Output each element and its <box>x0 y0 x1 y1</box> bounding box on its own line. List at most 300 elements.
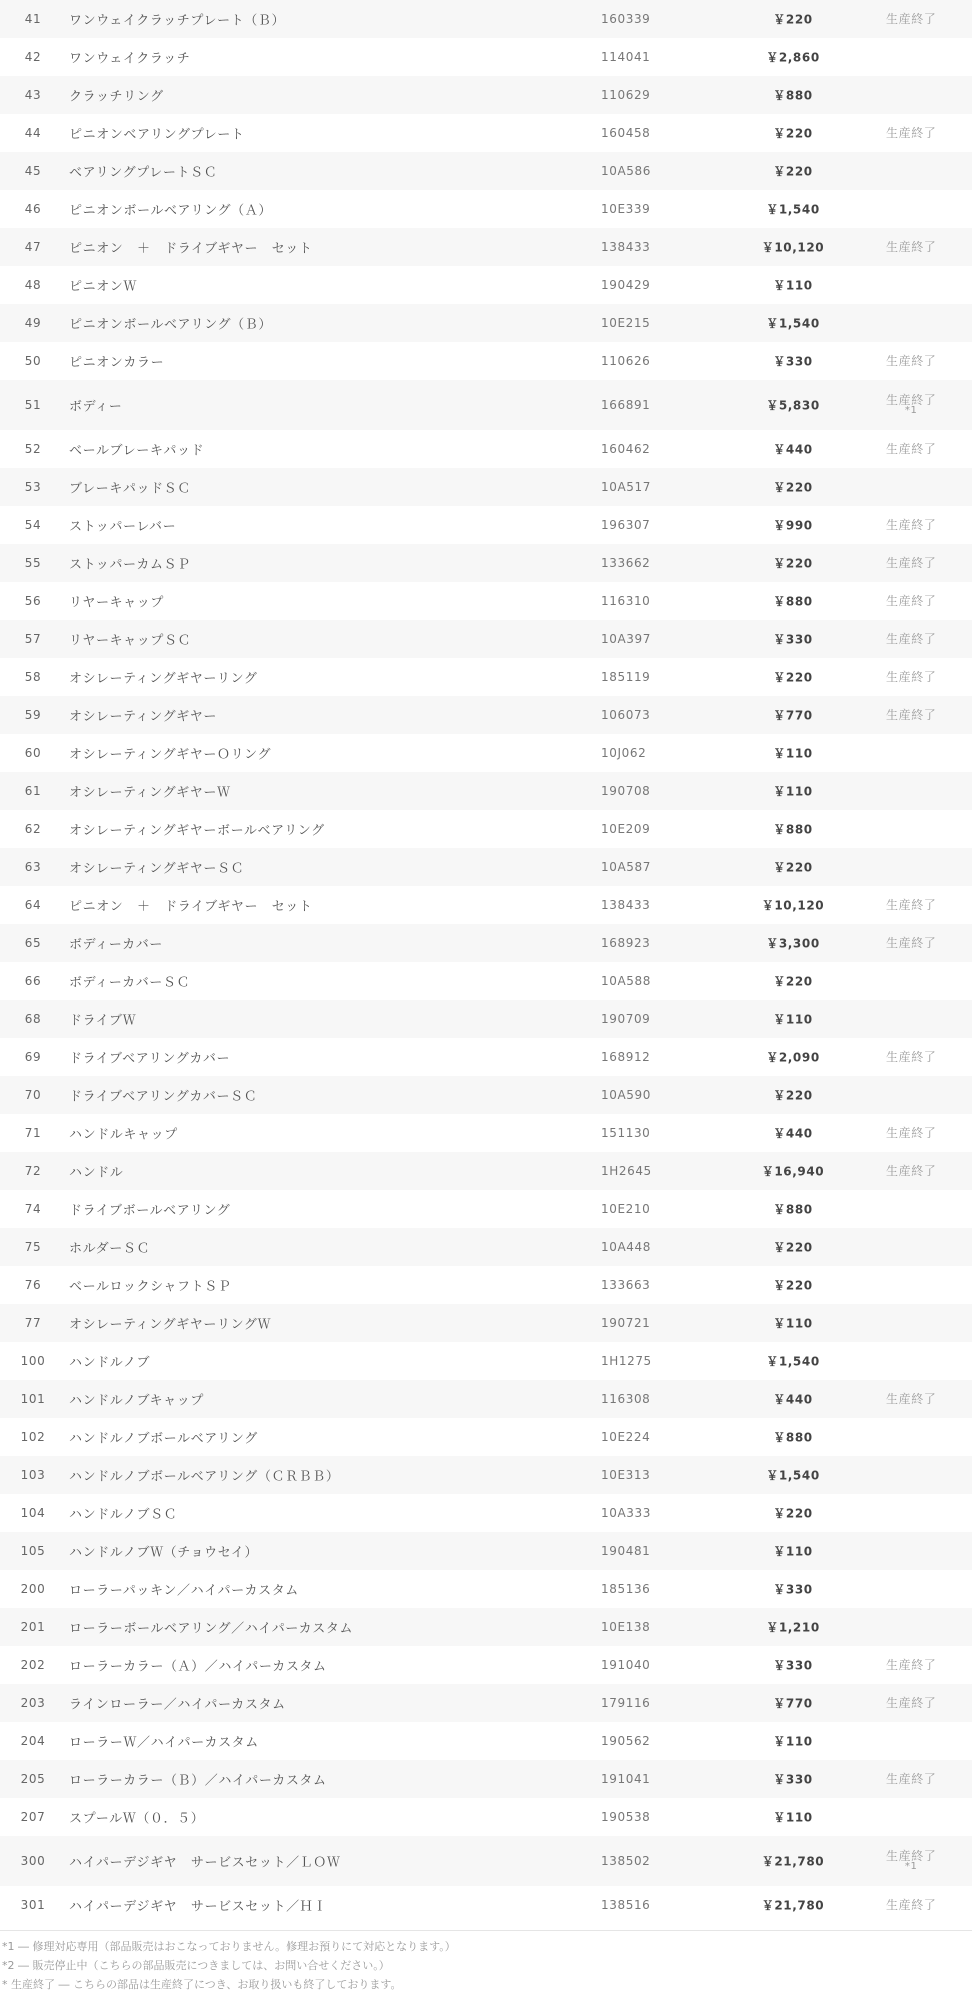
part-name: ピニオン ＋ ドライブギヤー セット <box>69 899 313 915</box>
part-code: 10E210 <box>601 1202 651 1216</box>
table-row <box>0 810 972 848</box>
part-code: 166891 <box>601 398 651 412</box>
table-row <box>0 1570 972 1608</box>
part-name: ハンドルノブボールベアリング（ＣＲＢＢ） <box>69 1469 340 1485</box>
part-price: ￥330 <box>773 354 813 369</box>
part-number: 72 <box>24 1164 42 1178</box>
part-status <box>886 633 936 645</box>
part-price: ￥440 <box>773 442 813 457</box>
part-price: ￥21,780 <box>761 1898 825 1913</box>
part-code: 133662 <box>601 556 651 570</box>
part-name: オシレーティングギヤーＯリング <box>69 747 272 763</box>
part-code: 1H1275 <box>601 1354 652 1368</box>
table-row <box>0 228 972 266</box>
table-row <box>0 1646 972 1684</box>
part-number: 51 <box>24 398 42 412</box>
table-row <box>0 620 972 658</box>
part-number: 102 <box>20 1430 46 1444</box>
part-status <box>886 671 936 683</box>
footnote-3: * 生産終了 ― こちらの部品は生産終了につき、お取り扱いも終了しております。 <box>2 1978 402 1991</box>
part-status <box>886 13 936 25</box>
part-code: 10E224 <box>601 1430 651 1444</box>
status-text: 生産終了 <box>886 1126 937 1140</box>
part-price: ￥880 <box>773 822 813 837</box>
part-status <box>886 355 936 367</box>
part-price: ￥220 <box>773 1278 813 1293</box>
part-price: ￥220 <box>773 126 813 141</box>
part-code: 10A333 <box>601 1506 651 1520</box>
part-code: 116308 <box>601 1392 651 1406</box>
part-price: ￥770 <box>773 708 813 723</box>
part-code: 191040 <box>601 1658 651 1672</box>
part-name: ベールロックシャフトＳＰ <box>69 1279 232 1295</box>
table-row <box>0 1152 972 1190</box>
part-name: ボディー <box>69 399 123 415</box>
table-row <box>0 696 972 734</box>
status-text: 生産終了 <box>886 354 937 368</box>
part-code: 110626 <box>601 354 651 368</box>
part-name: ドライブベアリングカバーＳＣ <box>69 1089 258 1105</box>
table-row <box>0 152 972 190</box>
table-row <box>0 380 972 430</box>
part-name: クラッチリング <box>69 89 164 105</box>
table-row <box>0 544 972 582</box>
table-row <box>0 1304 972 1342</box>
part-code: 110629 <box>601 88 651 102</box>
table-row <box>0 1722 972 1760</box>
part-code: 196307 <box>601 518 651 532</box>
part-name: ハイパーデジギヤ サービスセット／ＬＯＷ <box>69 1855 341 1871</box>
part-status <box>886 443 936 455</box>
table-row <box>0 1836 972 1886</box>
part-number: 48 <box>24 278 42 292</box>
part-code: 138433 <box>601 240 651 254</box>
part-name: ピニオンボールベアリング（Ａ） <box>69 203 272 219</box>
part-name: ローラーパッキン／ハイパーカスタム <box>69 1583 299 1599</box>
part-code: 190562 <box>601 1734 651 1748</box>
part-number: 76 <box>24 1278 42 1292</box>
part-code: 179116 <box>601 1696 651 1710</box>
part-code: 10E215 <box>601 316 651 330</box>
part-price: ￥110 <box>773 1734 813 1749</box>
part-status <box>886 241 936 253</box>
part-name: ローラーカラー（Ｂ）／ハイパーカスタム <box>69 1773 327 1789</box>
part-code: 160462 <box>601 442 651 456</box>
part-price: ￥21,780 <box>761 1854 825 1869</box>
part-number: 104 <box>20 1506 46 1520</box>
table-row <box>0 114 972 152</box>
table-row <box>0 304 972 342</box>
status-text: 生産終了 <box>886 442 937 456</box>
table-row <box>0 430 972 468</box>
part-price: ￥1,540 <box>766 316 820 331</box>
part-number: 52 <box>24 442 42 456</box>
table-row <box>0 1798 972 1836</box>
status-text: 生産終了 <box>886 393 937 407</box>
part-status <box>886 595 936 607</box>
part-code: 185136 <box>601 1582 651 1596</box>
part-name: ピニオンカラー <box>69 355 165 371</box>
part-name: ラインローラー／ハイパーカスタム <box>69 1697 286 1713</box>
part-number: 62 <box>24 822 42 836</box>
part-name: ドライブＷ <box>69 1013 137 1029</box>
part-code: 10A448 <box>601 1240 651 1254</box>
part-code: 191041 <box>601 1772 651 1786</box>
part-number: 74 <box>24 1202 42 1216</box>
part-name: オシレーティングギヤーリング <box>69 671 258 687</box>
part-name: ワンウェイクラッチプレート（Ｂ） <box>69 13 286 29</box>
part-number: 202 <box>20 1658 46 1672</box>
part-name: ローラーボールベアリング／ハイパーカスタム <box>69 1621 354 1637</box>
part-code: 190481 <box>601 1544 651 1558</box>
part-price: ￥110 <box>773 1012 813 1027</box>
part-price: ￥5,830 <box>766 398 820 413</box>
part-price: ￥220 <box>773 164 813 179</box>
part-number: 68 <box>24 1012 42 1026</box>
part-status <box>886 557 936 569</box>
table-row <box>0 886 972 924</box>
part-number: 57 <box>24 632 42 646</box>
part-status <box>886 1697 936 1709</box>
part-code: 10E339 <box>601 202 651 216</box>
part-code: 168923 <box>601 936 651 950</box>
part-price: ￥770 <box>773 1696 813 1711</box>
status-text: 生産終了 <box>886 1392 937 1406</box>
part-name: オシレーティングギヤー <box>69 709 217 725</box>
table-row <box>0 190 972 228</box>
part-name: ハンドルノブキャップ <box>69 1393 204 1409</box>
part-number: 56 <box>24 594 42 608</box>
part-code: 10E138 <box>601 1620 651 1634</box>
part-code: 138433 <box>601 898 651 912</box>
part-price: ￥220 <box>773 1506 813 1521</box>
table-row <box>0 1076 972 1114</box>
part-code: 185119 <box>601 670 651 684</box>
part-name: ピニオンボールベアリング（Ｂ） <box>69 317 272 333</box>
table-row <box>0 1494 972 1532</box>
part-name: ハンドルノブボールベアリング <box>69 1431 258 1447</box>
status-text: 生産終了 <box>886 12 937 26</box>
part-number: 49 <box>24 316 42 330</box>
part-number: 61 <box>24 784 42 798</box>
part-code: 114041 <box>601 50 651 64</box>
part-name: リヤーキャップＳＣ <box>69 633 192 649</box>
part-number: 65 <box>24 936 42 950</box>
part-price: ￥220 <box>773 480 813 495</box>
table-row <box>0 1228 972 1266</box>
part-name: ハンドルキャップ <box>69 1127 178 1143</box>
part-price: ￥110 <box>773 746 813 761</box>
part-price: ￥220 <box>773 12 813 27</box>
part-code: 160339 <box>601 12 651 26</box>
part-code: 106073 <box>601 708 651 722</box>
part-status <box>886 1393 936 1405</box>
part-number: 201 <box>20 1620 46 1634</box>
part-number: 59 <box>24 708 42 722</box>
part-code: 10A586 <box>601 164 651 178</box>
part-code: 10E313 <box>601 1468 651 1482</box>
part-name: ハンドル <box>69 1165 124 1181</box>
footnote-2: *2 ― 販売停止中（こちらの部品販売につきましては、お問い合せください。） <box>2 1959 390 1972</box>
table-row <box>0 1532 972 1570</box>
part-name: オシレーティングギヤーＷ <box>69 785 231 801</box>
table-row <box>0 1760 972 1798</box>
part-number: 45 <box>24 164 42 178</box>
part-name: スプールＷ（０．５） <box>69 1811 205 1827</box>
table-row <box>0 1886 972 1924</box>
part-price: ￥220 <box>773 556 813 571</box>
part-price: ￥110 <box>773 1544 813 1559</box>
part-code: 138502 <box>601 1854 651 1868</box>
part-number: 58 <box>24 670 42 684</box>
part-name: オシレーティングギヤーリングＷ <box>69 1317 272 1333</box>
part-name: ハンドルノブＷ（チョウセイ） <box>69 1545 259 1561</box>
part-number: 50 <box>24 354 42 368</box>
part-number: 200 <box>20 1582 46 1596</box>
table-row <box>0 1190 972 1228</box>
part-price: ￥220 <box>773 1088 813 1103</box>
table-row <box>0 1000 972 1038</box>
part-price: ￥990 <box>773 518 813 533</box>
part-code: 190429 <box>601 278 651 292</box>
part-name: ストッパーレバー <box>69 519 177 535</box>
part-name: リヤーキャップ <box>69 595 164 611</box>
part-name: オシレーティングギヤーＳＣ <box>69 861 245 877</box>
part-number: 42 <box>24 50 42 64</box>
status-text: 生産終了 <box>886 1050 937 1064</box>
status-text: 生産終了 <box>886 1696 937 1710</box>
part-code: 10A397 <box>601 632 651 646</box>
part-status <box>886 1165 936 1177</box>
part-status <box>886 899 936 911</box>
part-number: 53 <box>24 480 42 494</box>
part-code: 10E209 <box>601 822 651 836</box>
part-price: ￥330 <box>773 1772 813 1787</box>
table-row <box>0 734 972 772</box>
table-row <box>0 1608 972 1646</box>
part-code: 1H2645 <box>601 1164 652 1178</box>
part-name: ホルダーＳＣ <box>69 1241 151 1257</box>
part-price: ￥220 <box>773 1240 813 1255</box>
status-text: 生産終了 <box>886 556 937 570</box>
part-name: ドライブベアリングカバー <box>69 1051 231 1067</box>
part-number: 47 <box>24 240 42 254</box>
part-price: ￥880 <box>773 594 813 609</box>
part-price: ￥880 <box>773 1202 813 1217</box>
part-number: 43 <box>24 88 42 102</box>
part-price: ￥110 <box>773 1810 813 1825</box>
part-name: ピニオンＷ <box>69 279 138 295</box>
part-number: 207 <box>20 1810 46 1824</box>
part-number: 203 <box>20 1696 46 1710</box>
status-text: 生産終了 <box>886 670 937 684</box>
part-name: ベアリングプレートＳＣ <box>69 165 218 181</box>
table-row <box>0 38 972 76</box>
table-row <box>0 1684 972 1722</box>
part-name: オシレーティングギヤーボールベアリング <box>69 823 325 839</box>
part-price: ￥880 <box>773 88 813 103</box>
part-price: ￥2,860 <box>766 50 820 65</box>
status-text: 生産終了 <box>886 594 937 608</box>
part-name: ドライブボールベアリング <box>69 1203 231 1219</box>
part-code: 10A590 <box>601 1088 651 1102</box>
part-name: ローラーカラー（Ａ）／ハイパーカスタム <box>69 1659 327 1675</box>
table-row <box>0 772 972 810</box>
part-price: ￥1,540 <box>766 1354 820 1369</box>
part-number: 300 <box>20 1854 46 1868</box>
footnotes <box>0 1930 972 1994</box>
part-code: 190538 <box>601 1810 651 1824</box>
table-row <box>0 582 972 620</box>
part-price: ￥10,120 <box>761 898 825 913</box>
part-status <box>886 709 936 721</box>
part-number: 77 <box>24 1316 42 1330</box>
part-name: ベールブレーキパッド <box>69 443 205 459</box>
part-price: ￥330 <box>773 632 813 647</box>
part-price: ￥330 <box>773 1582 813 1597</box>
part-price: ￥110 <box>773 278 813 293</box>
part-name: ボディーカバーＳＣ <box>69 975 191 991</box>
part-number: 63 <box>24 860 42 874</box>
part-code: 116310 <box>601 594 651 608</box>
status-text: 生産終了 <box>886 518 937 532</box>
table-row <box>0 1038 972 1076</box>
part-code: 168912 <box>601 1050 651 1064</box>
part-number: 44 <box>24 126 42 140</box>
table-row <box>0 1418 972 1456</box>
table-row <box>0 1342 972 1380</box>
status-text: 生産終了 <box>886 936 937 950</box>
part-name: ワンウェイクラッチ <box>69 51 191 67</box>
part-number: 103 <box>20 1468 46 1482</box>
table-row <box>0 468 972 506</box>
part-price: ￥220 <box>773 670 813 685</box>
part-number: 55 <box>24 556 42 570</box>
part-number: 100 <box>20 1354 46 1368</box>
status-text: 生産終了 <box>886 1772 937 1786</box>
part-name: ボディーカバー <box>69 937 163 953</box>
table-row <box>0 1266 972 1304</box>
status-text: 生産終了 <box>886 240 937 254</box>
status-text: 生産終了 <box>886 898 937 912</box>
part-status <box>886 519 936 531</box>
part-code: 138516 <box>601 1898 651 1912</box>
footnote-1: *1 ― 修理対応専用（部品販売はおこなっておりません。修理お預りにて対応となります。） <box>2 1940 456 1953</box>
part-price: ￥330 <box>773 1658 813 1673</box>
part-name: ハンドルノブＳＣ <box>69 1507 178 1523</box>
part-number: 205 <box>20 1772 46 1786</box>
part-name: ハンドルノブ <box>69 1355 151 1371</box>
part-code: 160458 <box>601 126 651 140</box>
part-status <box>886 937 936 949</box>
part-price: ￥1,540 <box>766 1468 820 1483</box>
part-price: ￥880 <box>773 1430 813 1445</box>
table-row <box>0 1114 972 1152</box>
status-text: 生産終了 <box>886 126 937 140</box>
part-number: 301 <box>20 1898 46 1912</box>
part-status <box>886 1773 936 1785</box>
part-number: 75 <box>24 1240 42 1254</box>
part-status <box>886 1850 936 1872</box>
part-status <box>886 1899 936 1911</box>
part-code: 10J062 <box>601 746 647 760</box>
table-row <box>0 506 972 544</box>
part-price: ￥110 <box>773 784 813 799</box>
table-row <box>0 962 972 1000</box>
table-row <box>0 848 972 886</box>
part-number: 71 <box>24 1126 42 1140</box>
table-row <box>0 658 972 696</box>
part-number: 101 <box>20 1392 46 1406</box>
part-number: 54 <box>24 518 42 532</box>
status-text: 生産終了 <box>886 1164 937 1178</box>
status-text: 生産終了 <box>886 632 937 646</box>
part-number: 64 <box>24 898 42 912</box>
part-price: ￥220 <box>773 860 813 875</box>
part-status <box>886 394 936 416</box>
part-code: 10A588 <box>601 974 651 988</box>
part-code: 190709 <box>601 1012 651 1026</box>
table-row <box>0 266 972 304</box>
part-price: ￥16,940 <box>761 1164 825 1179</box>
table-row <box>0 1456 972 1494</box>
part-number: 105 <box>20 1544 46 1558</box>
part-status <box>886 1127 936 1139</box>
part-name: ハイパーデジギヤ サービスセット／ＨＩ <box>69 1899 327 1915</box>
part-number: 41 <box>24 12 42 26</box>
part-name: ブレーキパッドＳＣ <box>69 481 191 497</box>
part-name: ピニオン ＋ ドライブギヤー セット <box>69 241 313 257</box>
part-number: 66 <box>24 974 42 988</box>
table-row <box>0 1380 972 1418</box>
status-text: 生産終了 <box>886 1849 937 1863</box>
part-number: 46 <box>24 202 42 216</box>
table-row <box>0 76 972 114</box>
part-code: 190708 <box>601 784 651 798</box>
status-text: 生産終了 <box>886 708 937 722</box>
part-status <box>886 127 936 139</box>
part-price: ￥10,120 <box>761 240 825 255</box>
part-price: ￥3,300 <box>766 936 820 951</box>
status-footnote-marker: *1 <box>904 405 918 416</box>
part-number: 60 <box>24 746 42 760</box>
part-code: 190721 <box>601 1316 651 1330</box>
part-code: 10A587 <box>601 860 651 874</box>
part-name: ローラーＷ／ハイパーカスタム <box>69 1735 259 1751</box>
status-text: 生産終了 <box>886 1658 937 1672</box>
table-row <box>0 924 972 962</box>
part-price: ￥440 <box>773 1126 813 1141</box>
table-row <box>0 0 972 38</box>
part-price: ￥2,090 <box>766 1050 820 1065</box>
part-number: 70 <box>24 1088 42 1102</box>
part-price: ￥220 <box>773 974 813 989</box>
status-text: 生産終了 <box>886 1898 937 1912</box>
part-price: ￥440 <box>773 1392 813 1407</box>
part-price: ￥1,540 <box>766 202 820 217</box>
part-price: ￥110 <box>773 1316 813 1331</box>
part-name: ストッパーカムＳＰ <box>69 557 191 573</box>
status-footnote-marker: *1 <box>904 1861 918 1872</box>
part-status <box>886 1659 936 1671</box>
part-number: 204 <box>20 1734 46 1748</box>
part-code: 10A517 <box>601 480 651 494</box>
part-name: ピニオンベアリングプレート <box>69 127 245 143</box>
part-number: 69 <box>24 1050 42 1064</box>
table-row <box>0 342 972 380</box>
part-code: 133663 <box>601 1278 651 1292</box>
part-price: ￥1,210 <box>766 1620 820 1635</box>
